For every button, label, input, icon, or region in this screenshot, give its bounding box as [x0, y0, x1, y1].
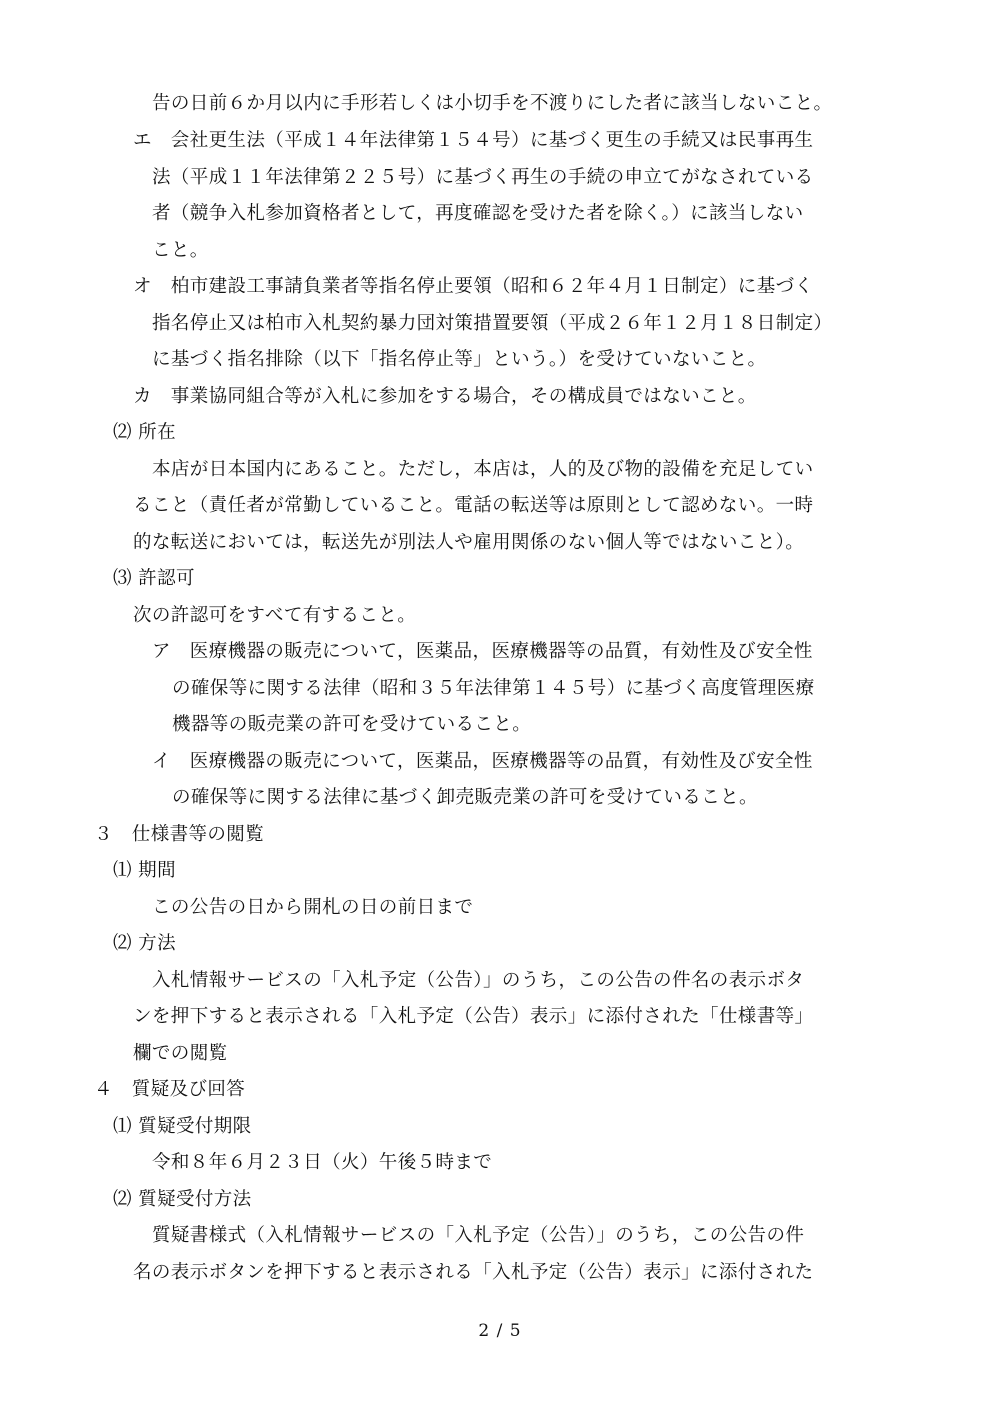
text-line: ること（責任者が常勤していること。電話の転送等は原則として認めない。一時 — [133, 495, 814, 516]
subsection-heading: ⑴ 質疑受付期限 — [113, 1116, 252, 1137]
text-line: 入札情報サービスの「入札予定（公告）」のうち，この公告の件名の表示ボタ — [152, 970, 805, 991]
text-line: 欄での閲覧 — [133, 1043, 228, 1064]
text-line: こと。 — [152, 240, 209, 261]
text-line: 法（平成１１年法律第２２５号）に基づく再生の手続の申立てがなされている — [152, 167, 814, 188]
text-line: イ 医療機器の販売について，医薬品，医療機器等の品質，有効性及び安全性 — [152, 751, 813, 772]
section-heading: ４ 質疑及び回答 — [94, 1079, 246, 1100]
text-line: 次の許認可をすべて有すること。 — [133, 605, 417, 626]
text-line: 名の表示ボタンを押下すると表示される「入札予定（公告）表示」に添付された — [133, 1262, 814, 1283]
text-line: 機器等の販売業の許可を受けていること。 — [172, 714, 532, 735]
text-line: 告の日前６か月以内に手形若しくは小切手を不渡りにした者に該当しないこと。 — [152, 93, 833, 114]
text-line: カ 事業協同組合等が入札に参加をする場合，その構成員ではないこと。 — [133, 386, 757, 407]
text-line: ア 医療機器の販売について，医薬品，医療機器等の品質，有効性及び安全性 — [152, 641, 813, 662]
text-line: の確保等に関する法律に基づく卸売販売業の許可を受けていること。 — [172, 787, 758, 808]
subsection-heading: ⑴ 期間 — [113, 860, 176, 881]
text-line: 指名停止又は柏市入札契約暴力団対策措置要領（平成２６年１２月１８日制定） — [152, 313, 833, 334]
subsection-heading: ⑵ 質疑受付方法 — [113, 1189, 252, 1210]
section-heading: ⑶ 許認可 — [113, 568, 195, 589]
text-line: に基づく指名排除（以下「指名停止等」という。）を受けていないこと。 — [152, 349, 767, 370]
section-heading: ３ 仕様書等の閲覧 — [94, 824, 265, 845]
text-line: の確保等に関する法律（昭和３５年法律第１４５号）に基づく高度管理医療 — [172, 678, 815, 699]
text-line: 本店が日本国内にあること。ただし，本店は，人的及び物的設備を充足してい — [152, 459, 814, 480]
subsection-heading: ⑵ 方法 — [113, 933, 176, 954]
text-line: 的な転送においては，転送先が別法人や雇用関係のない個人等ではないこと）。 — [133, 532, 805, 553]
section-heading: ⑵ 所在 — [113, 422, 176, 443]
text-line: エ 会社更生法（平成１４年法律第１５４号）に基づく更生の手続又は民事再生 — [133, 130, 814, 151]
text-line: 令和８年６月２３日（火）午後５時まで — [152, 1152, 493, 1173]
text-line: 者（競争入札参加資格者として，再度確認を受けた者を除く。）に該当しない — [152, 203, 804, 224]
text-line: この公告の日から開札の日の前日まで — [152, 897, 474, 918]
text-line: ンを押下すると表示される「入札予定（公告）表示」に添付された「仕様書等」 — [133, 1006, 814, 1027]
text-line: オ 柏市建設工事請負業者等指名停止要領（昭和６２年４月１日制定）に基づく — [133, 276, 814, 297]
page-number: 2 / 5 — [478, 1321, 522, 1341]
text-line: 質疑書様式（入札情報サービスの「入札予定（公告）」のうち，この公告の件 — [152, 1225, 805, 1246]
